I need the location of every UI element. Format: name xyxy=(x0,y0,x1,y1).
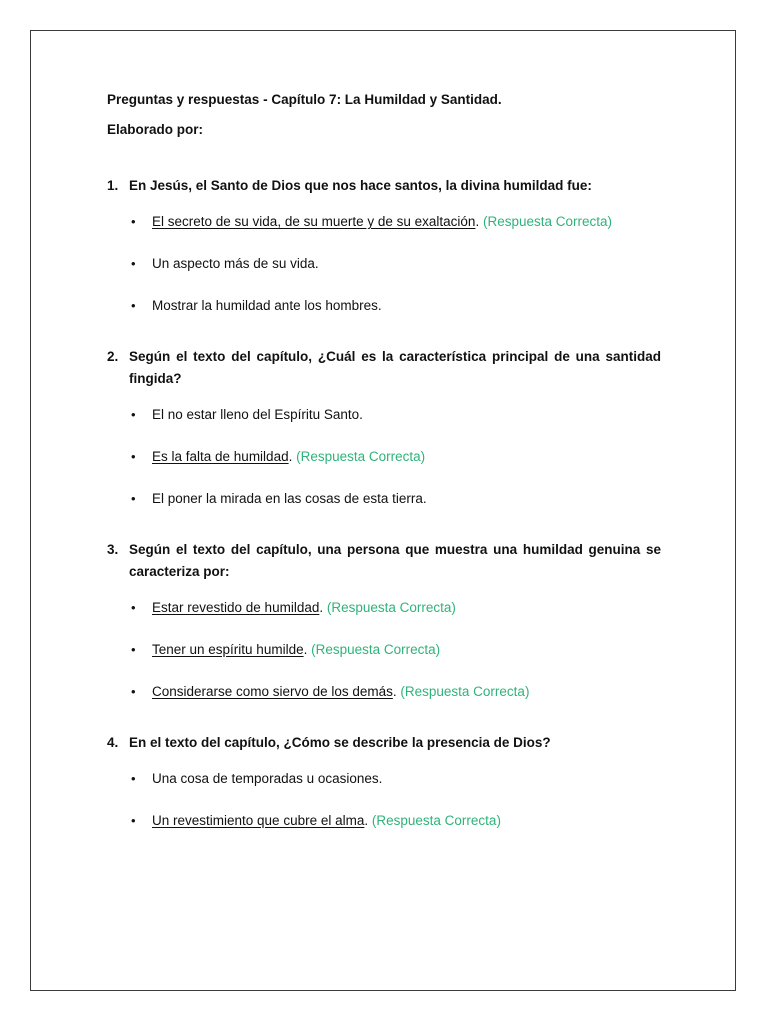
correct-answer-tag: (Respuesta Correcta) xyxy=(326,600,456,615)
answer-option-correct xyxy=(107,211,661,232)
answer-list xyxy=(107,597,661,702)
answer-text: El no estar lleno del Espíritu Santo. xyxy=(152,407,363,422)
correct-answer-tag: (Respuesta Correcta) xyxy=(482,214,613,229)
question-number: 2. xyxy=(107,349,119,364)
answer-suffix: . xyxy=(364,813,369,828)
bullet-icon: • xyxy=(131,491,136,506)
answer-list xyxy=(107,211,661,316)
answer-list xyxy=(107,768,661,831)
answer-text: Un aspecto más de su vida. xyxy=(152,256,319,271)
bullet-icon: • xyxy=(131,449,136,464)
answer-option xyxy=(107,404,661,425)
answer-text: Una cosa de temporadas u ocasiones. xyxy=(152,771,383,786)
answer-suffix: . xyxy=(319,600,324,615)
bullet-icon: • xyxy=(131,298,136,313)
question-list xyxy=(107,175,661,831)
answer-option-correct xyxy=(107,810,661,831)
answer-option xyxy=(107,488,661,509)
answer-text: Un revestimiento que cubre el alma xyxy=(152,813,365,828)
bullet-icon: • xyxy=(131,813,136,828)
bullet-icon: • xyxy=(131,407,136,422)
bullet-icon: • xyxy=(131,642,136,657)
answer-suffix: . xyxy=(288,449,293,464)
question-label: Según el texto del capítulo, una persona que muestra una humildad genuina se caracteriza por: xyxy=(129,542,661,579)
document-title: Preguntas y respuestas - Capítulo 7: La Humildad y Santidad. xyxy=(107,92,502,107)
answer-option-correct xyxy=(107,597,661,618)
bullet-icon: • xyxy=(131,771,136,786)
answer-option xyxy=(107,253,661,274)
author-label: Elaborado por: xyxy=(107,122,204,137)
answer-option-correct xyxy=(107,446,661,467)
bullet-icon: • xyxy=(131,684,136,699)
question-label: Según el texto del capítulo, ¿Cuál es la característica principal de una santidad fingida? xyxy=(129,349,661,386)
question-number: 1. xyxy=(107,178,119,193)
answer-list xyxy=(107,404,661,509)
correct-answer-tag: (Respuesta Correcta) xyxy=(371,813,501,828)
document-page xyxy=(30,30,736,991)
bullet-icon: • xyxy=(131,214,136,229)
question-label: En Jesús, el Santo de Dios que nos hace santos, la divina humildad fue: xyxy=(129,178,592,193)
answer-option xyxy=(107,295,661,316)
answer-option-correct xyxy=(107,681,661,702)
question-label: En el texto del capítulo, ¿Cómo se describe la presencia de Dios? xyxy=(129,735,551,750)
correct-answer-tag: (Respuesta Correcta) xyxy=(400,684,530,699)
answer-text: El secreto de su vida, de su muerte y de su exaltación xyxy=(152,214,476,229)
answer-text: El poner la mirada en las cosas de esta tierra. xyxy=(152,491,427,506)
question-text xyxy=(107,175,661,197)
question-text xyxy=(107,539,661,583)
correct-answer-tag: (Respuesta Correcta) xyxy=(296,449,426,464)
answer-text: Considerarse como siervo de los demás xyxy=(152,684,393,699)
question-item xyxy=(107,732,661,831)
question-item xyxy=(107,175,661,316)
answer-text: Mostrar la humildad ante los hombres. xyxy=(152,298,382,313)
question-item xyxy=(107,539,661,702)
answer-suffix: . xyxy=(392,684,397,699)
bullet-icon: • xyxy=(131,256,136,271)
question-text xyxy=(107,732,661,754)
question-text xyxy=(107,346,661,390)
correct-answer-tag: (Respuesta Correcta) xyxy=(311,642,441,657)
answer-suffix: . xyxy=(303,642,308,657)
answer-text: Es la falta de humildad xyxy=(152,449,289,464)
answer-suffix: . xyxy=(475,214,480,229)
question-item xyxy=(107,346,661,509)
bullet-icon: • xyxy=(131,600,136,615)
answer-text: Estar revestido de humildad xyxy=(152,600,320,615)
answer-text: Tener un espíritu humilde xyxy=(152,642,304,657)
document-content xyxy=(107,91,661,861)
answer-option-correct xyxy=(107,639,661,660)
question-number: 3. xyxy=(107,542,119,557)
answer-option xyxy=(107,768,661,789)
question-number: 4. xyxy=(107,735,119,750)
